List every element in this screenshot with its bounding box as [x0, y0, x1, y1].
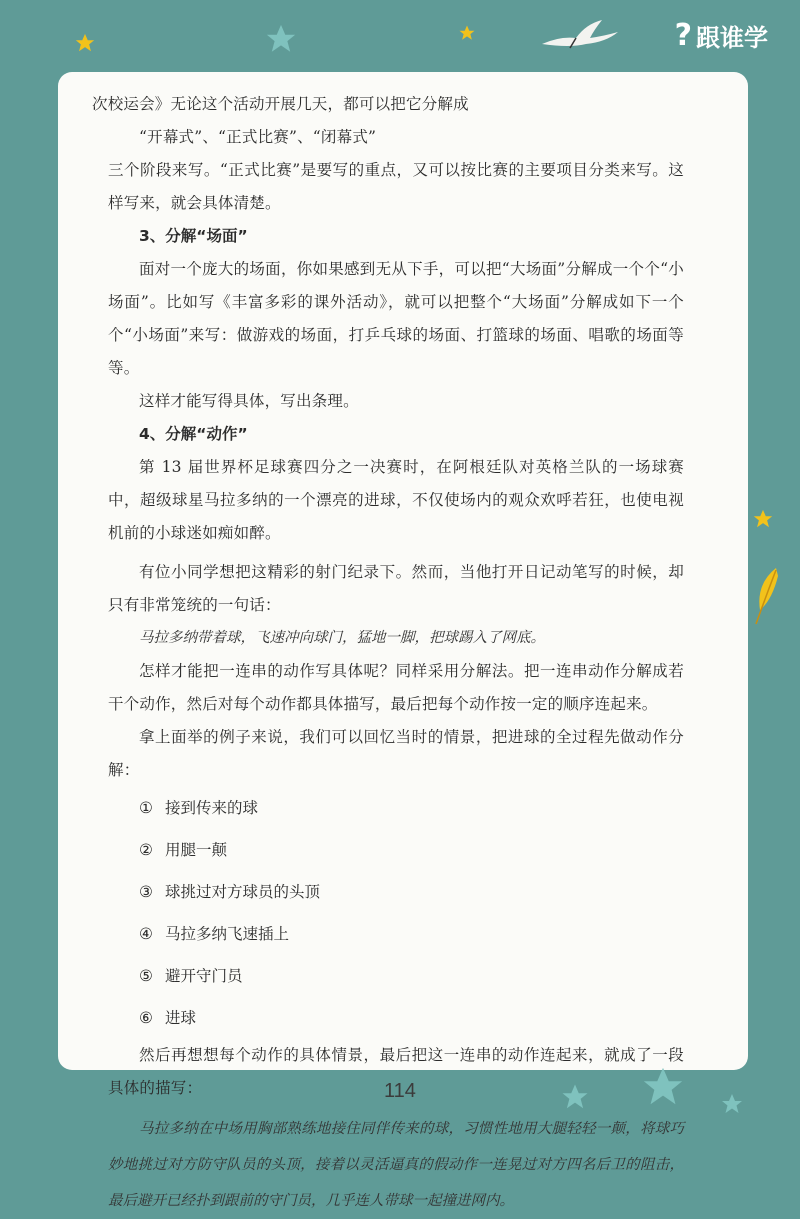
paragraph: 然后再想想每个动作的具体情景，最后把这一连串的动作连起来，就成了一段具体的描写：: [108, 1046, 684, 1097]
star-icon: [458, 24, 476, 42]
example-quote: 马拉多纳带着球，飞速冲向球门，猛地一脚，把球踢入了网底。: [139, 630, 545, 646]
brand-name: 跟谁学: [696, 24, 768, 52]
list-item: ③ 球挑过对方球员的头顶: [139, 883, 321, 901]
example-quote: 马拉多纳在中场用胸部熟练地接住同伴传来的球，习惯性地用大腿轻轻一颠，将球巧妙地挑过对方防守队员的头顶，接着以灵活逼真的假动作一连晃过对方四名后卫的阻击，最后避开已经扑到跟前的守门员，几乎连人带球一起撞进网内。: [108, 1121, 684, 1209]
section-heading: 3、分解“场面”: [139, 227, 248, 245]
text-line: “开幕式”、“正式比赛”、“闭幕式”: [139, 128, 377, 146]
star-icon: [264, 22, 298, 56]
feather-icon: [752, 566, 782, 626]
paragraph: 拿上面举的例子来说，我们可以回忆当时的情景，把进球的全过程先做动作分解：: [108, 728, 684, 779]
list-item: ① 接到传来的球: [139, 799, 259, 817]
article-content: [92, 88, 684, 1219]
list-item: ② 用腿一颠: [139, 841, 228, 859]
paragraph: 面对一个庞大的场面，你如果感到无从下手，可以把“大场面”分解成一个个“小场面”。比如写《丰富多彩的课外活动》，就可以把整个“大场面”分解成如下一个个“小场面”来写：做游戏的场面，打乒乓球的场面、打篮球的场面、唱歌的场面等等。: [108, 260, 684, 377]
paragraph: 这样才能写得具体，写出条理。: [139, 392, 359, 410]
list-item: ⑤ 避开守门员: [139, 967, 243, 985]
list-item: ④ 马拉多纳飞速插上: [139, 925, 290, 943]
crane-bird-icon: [540, 14, 620, 54]
page-number: 114: [384, 1080, 416, 1102]
step-list: [108, 787, 684, 1039]
logo-question-mark: ?: [674, 18, 692, 53]
section-heading: 4、分解“动作”: [139, 425, 248, 443]
brand-logo: [675, 18, 768, 53]
list-item: ⑥ 进球: [139, 1009, 197, 1027]
paragraph: 怎样才能把一连串的动作写具体呢？同样采用分解法。把一连串动作分解成若干个动作，然后对每个动作都具体描写，最后把每个动作按一定的顺序连起来。: [108, 662, 684, 713]
star-icon: [74, 32, 96, 54]
text-line: 次校运会》无论这个活动开展几天，都可以把它分解成: [92, 95, 469, 113]
paragraph: 有位小同学想把这精彩的射门纪录下。然而，当他打开日记动笔写的时候，却只有非常笼统的一句话：: [108, 563, 684, 614]
star-icon: [752, 508, 774, 530]
paragraph: 三个阶段来写。“正式比赛”是要写的重点，又可以按比赛的主要项目分类来写。这样写来，就会具体清楚。: [108, 161, 684, 212]
paragraph: 第 13 届世界杯足球赛四分之一决赛时，在阿根廷队对英格兰队的一场球赛中，超级球星马拉多纳的一个漂亮的进球，不仅使场内的观众欢呼若狂，也使电视机前的小球迷如痴如醉。: [108, 458, 684, 542]
